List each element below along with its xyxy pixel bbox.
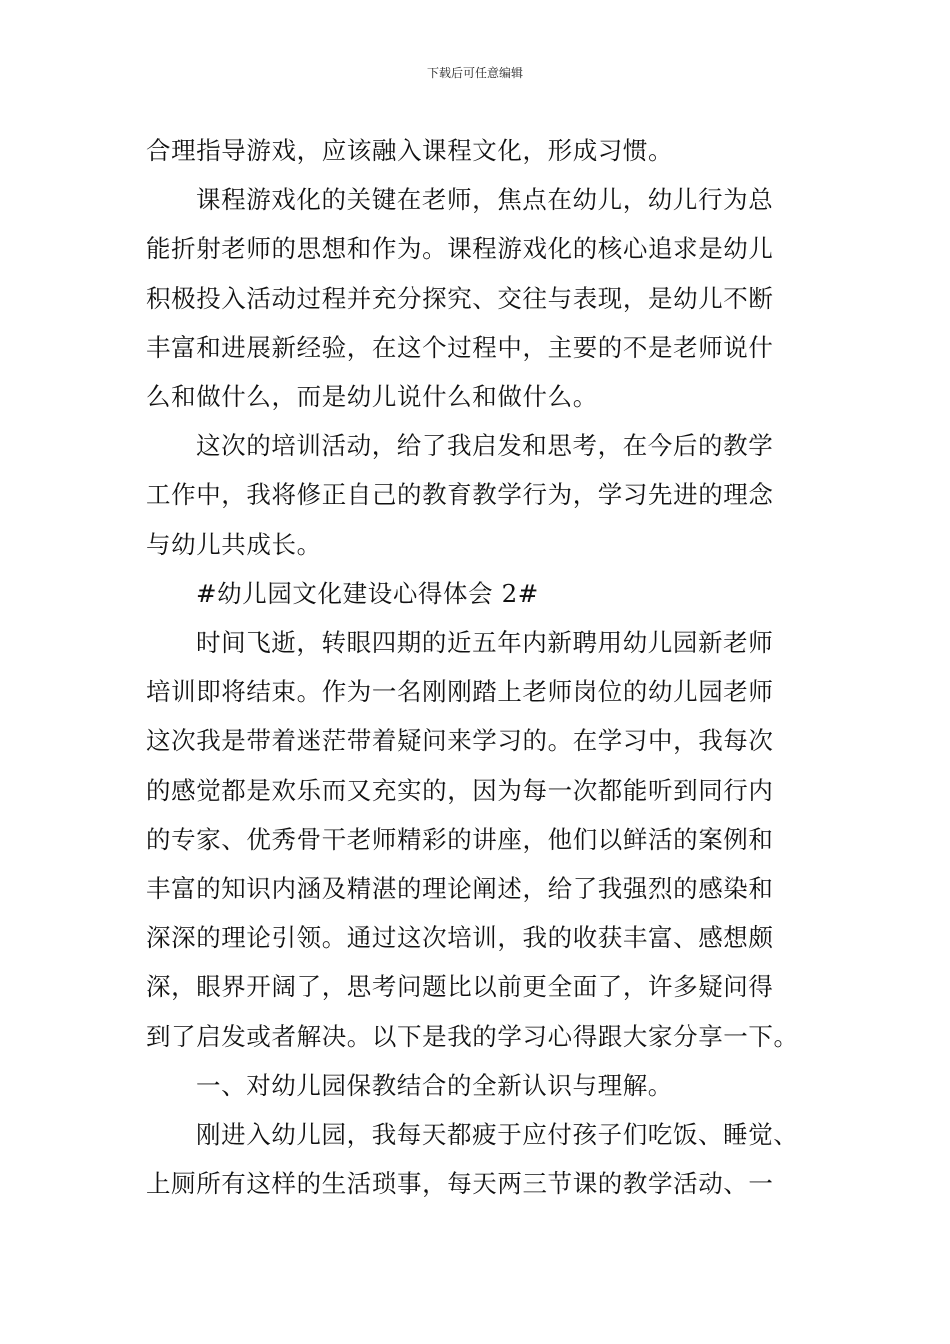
text-line: 的专家、优秀骨干老师精彩的讲座，他们以鲜活的案例和: [146, 824, 774, 854]
text-line: 上厕所有这样的生活琐事，每天两三节课的教学活动、一: [146, 1169, 774, 1199]
text-line: 的感觉都是欢乐而又充实的，因为每一次都能听到同行内: [146, 775, 774, 805]
text-line: 到了启发或者解决。以下是我的学习心得跟大家分享一下。: [146, 1021, 799, 1051]
paragraph-2: [146, 175, 812, 421]
text-line: 课程游戏化的关键在老师，焦点在幼儿，幼儿行为总: [196, 185, 774, 215]
text-line: 么和做什么，而是幼儿说什么和做什么。: [146, 382, 598, 412]
section-title: #幼儿园文化建设心得体会 2#: [196, 578, 539, 608]
text-line: 这次我是带着迷茫带着疑问来学习的。在学习中，我每次: [146, 726, 774, 756]
text-line: 时间飞逝，转眼四期的近五年内新聘用幼儿园新老师: [196, 628, 774, 658]
text-line: 工作中，我将修正自己的教育教学行为，学习先进的理念: [146, 480, 774, 510]
text-line: 积极投入活动过程并充分探究、交往与表现，是幼儿不断: [146, 283, 774, 313]
page-header: 下载后可任意编辑: [426, 66, 523, 80]
paragraph-7: [146, 1110, 812, 1208]
text-line: 这次的培训活动，给了我启发和思考，在今后的教学: [196, 431, 774, 461]
text-line: 培训即将结束。作为一名刚刚踏上老师岗位的幼儿园老师: [146, 677, 774, 707]
text-line: 深，眼界开阔了，思考问题比以前更全面了，许多疑问得: [146, 972, 774, 1002]
subsection-heading: [146, 1061, 812, 1110]
text-line: 与幼儿共成长。: [146, 529, 322, 559]
text-line: 丰富和进展新经验，在这个过程中，主要的不是老师说什: [146, 332, 774, 362]
subsection-title: 一、对幼儿园保教结合的全新认识与理解。: [196, 1070, 673, 1100]
text-line: 能折射老师的思想和作为。课程游戏化的核心追求是幼儿: [146, 234, 774, 264]
section-heading: [146, 569, 812, 618]
text-line: 合理指导游戏，应该融入课程文化，形成习惯。: [146, 136, 674, 165]
text-line: 刚进入幼儿园，我每天都疲于应付孩子们吃饭、睡觉、: [196, 1120, 799, 1150]
text-line: 深深的理论引领。通过这次培训，我的收获丰富、感想颇: [146, 923, 774, 953]
document-body: [146, 126, 812, 1208]
paragraph-3: [146, 421, 812, 569]
text-line: 丰富的知识内涵及精湛的理论阐述，给了我强烈的感染和: [146, 874, 774, 904]
paragraph-1: [146, 126, 812, 175]
paragraph-5: [146, 618, 812, 1061]
